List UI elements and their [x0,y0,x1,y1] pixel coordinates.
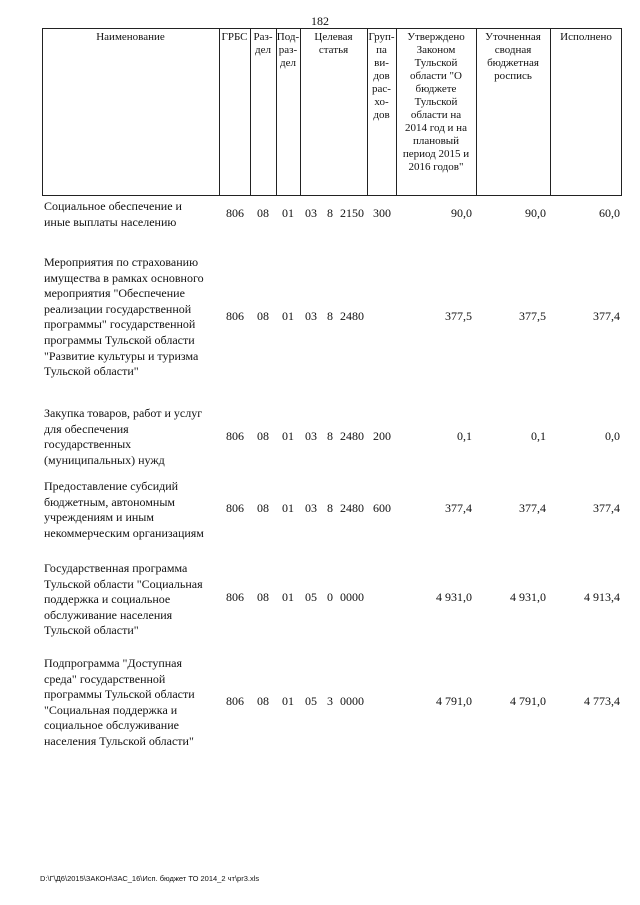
cell-cs3: 0000 [340,694,364,708]
cell-vid-rashodov: 300 [373,206,391,220]
cell-cs1: 05 [305,694,317,708]
cell-utverzhdeno: 90,0 [451,206,472,220]
header-utverzhdeno: Утверждено Законом Тульской области "О бюджете Тульской области на 2014 год и на плановый период 2015 и 2016 годов" [402,31,470,173]
row-name: Социальное обеспечение и иные выплаты населению [44,199,182,229]
cell-cs1: 03 [305,309,317,323]
header-tselevaya-statya: Целевая статья [314,31,353,56]
cell-utochnennaya: 4 931,0 [510,590,546,604]
cell-vid-rashodov: 200 [373,429,391,443]
cell-utochnennaya: 90,0 [525,206,546,220]
cell-cs2: 8 [327,309,333,323]
header-razdel: Раз- дел [253,31,273,56]
cell-vid-rashodov: 600 [373,501,391,515]
cell-razdel: 08 [257,694,269,708]
header-name: Наименование [96,31,165,43]
header-grbs: ГРБС [221,31,248,43]
cell-cs1: 03 [305,501,317,515]
cell-cs1: 05 [305,590,317,604]
cell-cs3: 2480 [340,309,364,323]
column-divider [550,28,551,196]
cell-cs2: 8 [327,501,333,515]
cell-razdel: 08 [257,309,269,323]
cell-ispolneno: 0,0 [605,429,620,443]
header-podrazdel: Под- раз- дел [276,31,300,69]
cell-cs3: 2480 [340,429,364,443]
cell-utochnennaya: 0,1 [531,429,546,443]
cell-cs1: 03 [305,429,317,443]
cell-cs3: 2480 [340,501,364,515]
cell-ispolneno: 4 773,4 [584,694,620,708]
row-name: Государственная программа Тульской области "Социальная поддержка и социальное обслуживание населения Тульской области" [44,561,203,638]
row-name: Закупка товаров, работ и услуг для обеспечения государственных (муниципальных) нужд [44,406,203,467]
cell-cs1: 03 [305,206,317,220]
cell-utverzhdeno: 377,4 [445,501,472,515]
cell-grbs: 806 [226,429,244,443]
cell-cs2: 3 [327,694,333,708]
cell-utverzhdeno: 4 931,0 [436,590,472,604]
file-path-footer: D:\Г\Д6\2015\ЗАКОН\ЗАС_16\Исп. бюджет ТО 2014_2 чт\pr3.xls [40,874,260,883]
cell-utverzhdeno: 4 791,0 [436,694,472,708]
cell-podrazdel: 01 [282,206,294,220]
cell-grbs: 806 [226,309,244,323]
cell-grbs: 806 [226,694,244,708]
cell-utochnennaya: 377,5 [519,309,546,323]
cell-grbs: 806 [226,206,244,220]
cell-ispolneno: 60,0 [599,206,620,220]
row-name: Мероприятия по страхованию имущества в рамках основного мероприятия "Обеспечение реализации государственной программы" государственной программы Тульской области "Развитие культуры и туризма Тульской области" [44,255,204,379]
cell-cs2: 0 [327,590,333,604]
cell-cs2: 8 [327,429,333,443]
cell-grbs: 806 [226,501,244,515]
header-gruppa-vidov-rashodov: Груп- па ви- дов рас- хо- дов [368,31,395,121]
cell-cs2: 8 [327,206,333,220]
cell-utochnennaya: 377,4 [519,501,546,515]
cell-utverzhdeno: 377,5 [445,309,472,323]
column-divider [219,28,220,196]
cell-razdel: 08 [257,206,269,220]
cell-ispolneno: 4 913,4 [584,590,620,604]
row-name: Подпрограмма "Доступная среда" государственной программы Тульской области "Социальная поддержка и социальное обслуживание населения Тульской области" [44,656,195,748]
cell-cs3: 2150 [340,206,364,220]
cell-podrazdel: 01 [282,309,294,323]
cell-podrazdel: 01 [282,501,294,515]
page-number: 182 [311,14,329,28]
cell-ispolneno: 377,4 [593,501,620,515]
header-ispolneno: Исполнено [560,31,612,43]
cell-razdel: 08 [257,429,269,443]
cell-razdel: 08 [257,501,269,515]
cell-ispolneno: 377,4 [593,309,620,323]
cell-cs3: 0000 [340,590,364,604]
cell-utverzhdeno: 0,1 [457,429,472,443]
cell-podrazdel: 01 [282,590,294,604]
row-name: Предоставление субсидий бюджетным, автономным учреждениям и иным некоммерческим организациям [44,479,204,540]
cell-razdel: 08 [257,590,269,604]
header-utochnennaya-rospis: Уточненная сводная бюджетная роспись [485,31,541,82]
cell-podrazdel: 01 [282,694,294,708]
cell-grbs: 806 [226,590,244,604]
cell-utochnennaya: 4 791,0 [510,694,546,708]
cell-podrazdel: 01 [282,429,294,443]
